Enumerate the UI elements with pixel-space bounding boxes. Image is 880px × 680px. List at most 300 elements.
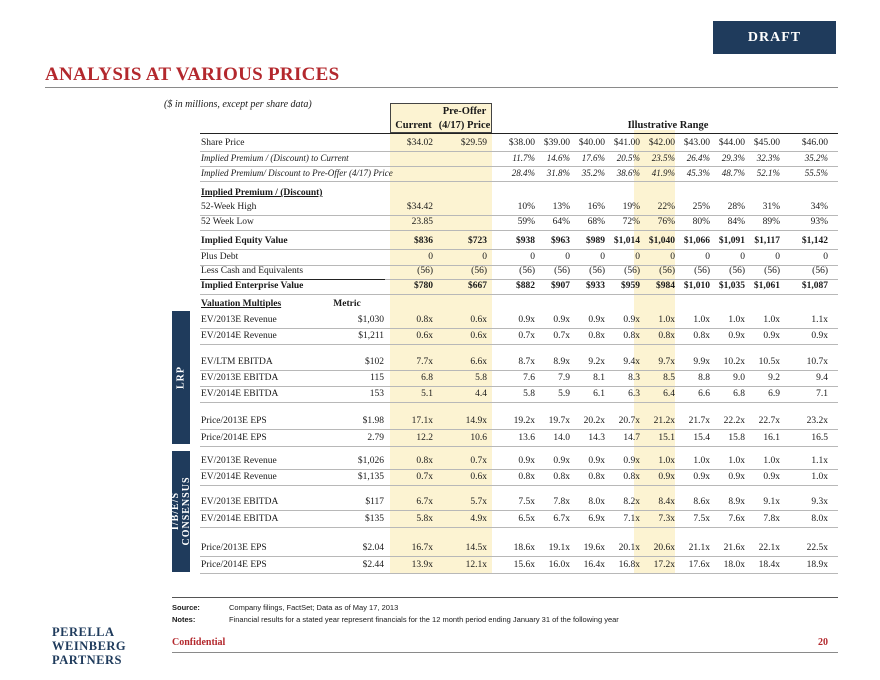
illustrative-value: 59% [517, 217, 535, 227]
illustrative-value: $933 [586, 281, 605, 291]
illustrative-value: 6.9x [588, 514, 605, 524]
illustrative-value: 80% [692, 217, 710, 227]
notes-label: Notes: [172, 615, 196, 624]
row-divider [200, 510, 838, 511]
illustrative-value: 48.7% [721, 168, 745, 178]
illustrative-value: 20.5% [616, 153, 640, 163]
notes-text: Financial results for a stated year represent financials for the 12 month period ending January 31 of the following year [229, 615, 619, 624]
preoffer-value: 0.6x [470, 472, 487, 482]
current-value: 0.8x [416, 315, 433, 325]
illustrative-value: 5.8 [523, 389, 535, 399]
illustrative-value: 16.8x [618, 560, 640, 570]
illustrative-value: 64% [552, 217, 570, 227]
illustrative-value: 7.5x [693, 514, 710, 524]
logo-line-3: PARTNERS [52, 653, 123, 667]
illustrative-value: 0 [823, 252, 828, 262]
illustrative-value: 22.5x [806, 543, 828, 553]
consensus-label-text: I/B/E/S CONSENSUS [170, 476, 192, 546]
row-label: EV/2014E Revenue [201, 472, 277, 482]
illustrative-value: 23.5% [651, 153, 675, 163]
illustrative-value: 18.6x [513, 543, 535, 553]
row-label: Plus Debt [201, 252, 239, 262]
illustrative-value: 0.9x [518, 315, 535, 325]
illustrative-value: 22% [657, 202, 675, 212]
illustrative-value: 6.8 [733, 389, 745, 399]
illustrative-value: 8.3 [628, 373, 640, 383]
illustrative-value: $1,142 [801, 236, 828, 246]
illustrative-value: 21.7x [688, 416, 710, 426]
illustrative-value: 16.1 [763, 433, 780, 443]
lrp-group-band [172, 311, 190, 444]
row-label: EV/2013E EBITDA [201, 497, 279, 507]
preoffer-value: 6.6x [470, 357, 487, 367]
illustrative-value: 28% [727, 202, 745, 212]
current-value: 6.8 [421, 373, 433, 383]
illustrative-value: 0.9x [763, 331, 780, 341]
illustrative-value: $40.00 [578, 138, 605, 148]
illustrative-value: $984 [656, 281, 675, 291]
row-label: EV/LTM EBITDA [201, 357, 273, 367]
illustrative-value: 14.3 [588, 433, 605, 443]
illustrative-value: $1,091 [718, 236, 745, 246]
preoffer-value: $667 [468, 281, 487, 291]
illustrative-value: $1,061 [753, 281, 780, 291]
illustrative-value: 9.2 [768, 373, 780, 383]
illustrative-value: 1.1x [811, 456, 828, 466]
illustrative-value: 0.8x [588, 472, 605, 482]
row-label: EV/2013E Revenue [201, 315, 277, 325]
row-label: EV/2014E EBITDA [201, 514, 279, 524]
footer-divider [172, 597, 838, 598]
illustrative-value: 20.6x [653, 543, 675, 553]
illustrative-value: 19.6x [583, 543, 605, 553]
illustrative-value: 7.6 [523, 373, 535, 383]
preoffer-value: 5.8 [475, 373, 487, 383]
illustrative-value: $882 [516, 281, 535, 291]
row-label: Price/2013E EPS [201, 543, 267, 553]
row-label: Implied Equity Value [201, 236, 288, 246]
illustrative-value: 0 [705, 252, 710, 262]
draft-badge: DRAFT [713, 21, 836, 54]
illustrative-value: 0.8x [518, 472, 535, 482]
illustrative-value: 19.1x [548, 543, 570, 553]
preoffer-value: 4.4 [475, 389, 487, 399]
illustrative-value: 26.4% [686, 153, 710, 163]
illustrative-value: 15.1 [658, 433, 675, 443]
illustrative-value: 0.9x [588, 456, 605, 466]
metric-value: $1,211 [358, 331, 384, 341]
illustrative-value: $38.00 [508, 138, 535, 148]
row-label: Implied Premium/ Discount to Pre-Offer (4/17) Price [201, 168, 393, 178]
preoffer-header-line2: (4/17) Price [438, 120, 491, 131]
current-value: 16.7x [411, 543, 433, 553]
preoffer-value: 5.7x [470, 497, 487, 507]
metric-value: $2.44 [362, 560, 384, 570]
illustrative-value: 9.0 [733, 373, 745, 383]
metric-value: 115 [370, 373, 384, 383]
current-value: 5.8x [416, 514, 433, 524]
current-value: $34.02 [406, 138, 433, 148]
current-value: 23.85 [411, 217, 433, 227]
illustrative-value: 1.0x [658, 456, 675, 466]
illustrative-value: 0.9x [728, 331, 745, 341]
current-value: 6.7x [416, 497, 433, 507]
row-divider [200, 344, 838, 345]
row-label: EV/2013E EBITDA [201, 373, 279, 383]
illustrative-value: 20.2x [583, 416, 605, 426]
preoffer-header-line1: Pre-Offer [442, 106, 487, 117]
row-divider [200, 181, 838, 182]
preoffer-value: 10.6 [470, 433, 487, 443]
current-value: (56) [417, 266, 433, 276]
illustrative-value: 0.8x [693, 331, 710, 341]
illustrative-value: 1.0x [811, 472, 828, 482]
illustrative-value: 20.1x [618, 543, 640, 553]
row-label: Implied Premium / (Discount) to Current [201, 153, 349, 163]
current-header: Current [395, 120, 432, 131]
current-value: $836 [414, 236, 433, 246]
illustrative-value: 10.5x [758, 357, 780, 367]
illustrative-value: 6.1 [593, 389, 605, 399]
row-label: Less Cash and Equivalents [201, 266, 304, 276]
illustrative-value: 7.3x [658, 514, 675, 524]
illustrative-value: 14.0 [553, 433, 570, 443]
illustrative-value: 76% [657, 217, 675, 227]
preoffer-value: 4.9x [470, 514, 487, 524]
illustrative-value: 16.5 [811, 433, 828, 443]
illustrative-value: $963 [551, 236, 570, 246]
metric-value: $1.98 [362, 416, 384, 426]
illustrative-value: $39.00 [543, 138, 570, 148]
row-label: Price/2014E EPS [201, 560, 267, 570]
illustrative-value: 23.2x [806, 416, 828, 426]
illustrative-value: (56) [764, 266, 780, 276]
illustrative-value: 32.3% [756, 153, 780, 163]
current-value: 12.2 [416, 433, 433, 443]
illustrative-value: $45.00 [753, 138, 780, 148]
illustrative-value: $1,035 [718, 281, 745, 291]
preoffer-value: $29.59 [460, 138, 487, 148]
illustrative-value: 0.9x [811, 331, 828, 341]
illustrative-value: 8.7x [518, 357, 535, 367]
metric-value: $1,135 [357, 472, 384, 482]
illustrative-value: 1.0x [693, 315, 710, 325]
illustrative-value: 45.3% [686, 168, 710, 178]
metric-value: $102 [365, 357, 384, 367]
preoffer-value: 0.7x [470, 456, 487, 466]
illustrative-value: 17.6x [688, 560, 710, 570]
illustrative-value: 0 [775, 252, 780, 262]
preoffer-value: 12.1x [465, 560, 487, 570]
illustrative-value: 14.7 [623, 433, 640, 443]
row-label: EV/2014E EBITDA [201, 389, 279, 399]
illustrative-value: 0.9x [658, 472, 675, 482]
illustrative-value: 0.7x [553, 331, 570, 341]
row-divider [200, 215, 838, 216]
row-label: Share Price [201, 138, 245, 148]
illustrative-value: (56) [589, 266, 605, 276]
illustrative-value: 9.1x [763, 497, 780, 507]
illustrative-value: 84% [727, 217, 745, 227]
illustrative-value: 41.9% [651, 168, 675, 178]
illustrative-value: 0 [740, 252, 745, 262]
illustrative-value: 8.6x [693, 497, 710, 507]
illustrative-value: 18.0x [723, 560, 745, 570]
header-underline [200, 133, 838, 134]
current-value: $34.42 [406, 202, 433, 212]
illustrative-value: $907 [551, 281, 570, 291]
illustrative-value: 0.9x [553, 456, 570, 466]
illustrative-value: 21.2x [653, 416, 675, 426]
illustrative-value: 55.5% [804, 168, 828, 178]
illustrative-value: 7.8x [763, 514, 780, 524]
illustrative-value: 31.8% [546, 168, 570, 178]
illustrative-value: $1,040 [648, 236, 675, 246]
illustrative-value: (56) [659, 266, 675, 276]
source-note [172, 603, 399, 612]
illustrative-value: 22.2x [723, 416, 745, 426]
row-divider [200, 469, 838, 470]
page-title: ANALYSIS AT VARIOUS PRICES [45, 64, 340, 85]
illustrative-value: 72% [622, 217, 640, 227]
illustrative-value: 0.9x [623, 315, 640, 325]
illustrative-value: 0 [530, 252, 535, 262]
illustrative-value: 9.7x [658, 357, 675, 367]
illustrative-value: 0.9x [623, 456, 640, 466]
illustrative-value: (56) [519, 266, 535, 276]
illustrative-value: 35.2% [581, 168, 605, 178]
illustrative-value: $42.00 [648, 138, 675, 148]
illustrative-value: 28.4% [511, 168, 535, 178]
illustrative-value: 18.9x [806, 560, 828, 570]
illustrative-value: 0.8x [658, 331, 675, 341]
illustrative-value: $1,014 [613, 236, 640, 246]
row-divider [200, 151, 838, 152]
illustrative-value: 15.4 [693, 433, 710, 443]
illustrative-value: 0.9x [728, 472, 745, 482]
illustrative-value: 18.4x [758, 560, 780, 570]
metric-value: $1,030 [357, 315, 384, 325]
row-divider [200, 294, 838, 295]
lrp-group-label: LRP [175, 366, 187, 389]
row-divider [200, 328, 838, 329]
preoffer-value: 0.6x [470, 331, 487, 341]
illustrative-value: 93% [810, 217, 828, 227]
row-label: EV/2013E Revenue [201, 456, 277, 466]
current-value: 0 [428, 252, 433, 262]
units-note: ($ in millions, except per share data) [164, 99, 312, 110]
row-label: Price/2013E EPS [201, 416, 267, 426]
page-number: 20 [818, 637, 828, 648]
row-label: Implied Premium / (Discount) [201, 188, 323, 198]
illustrative-value: (56) [624, 266, 640, 276]
illustrative-value: 68% [587, 217, 605, 227]
illustrative-value: (56) [812, 266, 828, 276]
illustrative-value: 19.2x [513, 416, 535, 426]
illustrative-value: 7.8x [553, 497, 570, 507]
illustrative-value: 0.9x [553, 315, 570, 325]
row-divider [200, 429, 838, 430]
illustrative-value: $1,010 [683, 281, 710, 291]
illustrative-value: 6.3 [628, 389, 640, 399]
row-divider [200, 446, 838, 447]
illustrative-value: $1,087 [801, 281, 828, 291]
row-label: Implied Enterprise Value [201, 281, 304, 291]
illustrative-value: 89% [762, 217, 780, 227]
illustrative-value: 7.6x [728, 514, 745, 524]
illustrative-value: $1,066 [683, 236, 710, 246]
illustrative-value: 1.0x [763, 456, 780, 466]
illustrative-value: 17.2x [653, 560, 675, 570]
illustrative-value: 8.9x [728, 497, 745, 507]
illustrative-value: $989 [586, 236, 605, 246]
illustrative-value: 14.6% [546, 153, 570, 163]
illustrative-value: 29.3% [721, 153, 745, 163]
section-rule [200, 279, 385, 280]
illustrative-value: 0.9x [693, 472, 710, 482]
bottom-divider [172, 652, 838, 653]
illustrative-value: 6.4 [663, 389, 675, 399]
illustrative-value: 0.9x [588, 315, 605, 325]
illustrative-value: 17.6% [581, 153, 605, 163]
illustrative-value: 13% [552, 202, 570, 212]
row-divider [200, 230, 838, 231]
illustrative-value: 8.1 [593, 373, 605, 383]
illustrative-value: 0 [565, 252, 570, 262]
illustrative-value: 8.0x [811, 514, 828, 524]
preoffer-value: 0.6x [470, 315, 487, 325]
current-value: 0.8x [416, 456, 433, 466]
illustrative-value: 7.5x [518, 497, 535, 507]
row-divider [200, 249, 838, 250]
row-divider [200, 556, 838, 557]
illustrative-value: 22.7x [758, 416, 780, 426]
illustrative-value: 21.1x [688, 543, 710, 553]
illustrative-value: 1.0x [728, 456, 745, 466]
confidential-label: Confidential [172, 637, 226, 648]
illustrative-value: 0 [670, 252, 675, 262]
consensus-group-band [172, 451, 190, 572]
current-value: 5.1 [421, 389, 433, 399]
illustrative-value: 0.8x [623, 331, 640, 341]
illustrative-value: 8.2x [623, 497, 640, 507]
illustrative-value: 21.6x [723, 543, 745, 553]
illustrative-value: (56) [554, 266, 570, 276]
company-logo [52, 625, 126, 667]
title-divider [45, 87, 838, 88]
illustrative-value: 25% [692, 202, 710, 212]
illustrative-value: 38.6% [616, 168, 640, 178]
illustrative-value: $43.00 [683, 138, 710, 148]
row-divider [200, 485, 838, 486]
notes-note [172, 615, 619, 624]
illustrative-value: (56) [729, 266, 745, 276]
source-label: Source: [172, 603, 200, 612]
metric-value: $2.04 [362, 543, 384, 553]
illustrative-value: 11.7% [512, 153, 535, 163]
illustrative-value: 6.7x [553, 514, 570, 524]
row-label: 52 Week Low [201, 217, 254, 227]
row-label: EV/2014E Revenue [201, 331, 277, 341]
illustrative-value: 16% [587, 202, 605, 212]
illustrative-value: 15.6x [513, 560, 535, 570]
illustrative-value: 31% [762, 202, 780, 212]
illustrative-value: 9.4 [816, 373, 828, 383]
illustrative-value: $1,117 [754, 236, 780, 246]
illustrative-value: 20.7x [618, 416, 640, 426]
illustrative-value: $44.00 [718, 138, 745, 148]
metric-value: $117 [365, 497, 384, 507]
illustrative-value: $46.00 [801, 138, 828, 148]
metric-value: $1,026 [357, 456, 384, 466]
illustrative-value: 8.4x [658, 497, 675, 507]
illustrative-value: 1.0x [728, 315, 745, 325]
illustrative-value: 16.4x [583, 560, 605, 570]
row-divider [200, 370, 838, 371]
metric-value: 2.79 [367, 433, 384, 443]
preoffer-value: 14.5x [465, 543, 487, 553]
illustrative-value: 19.7x [548, 416, 570, 426]
current-value: 13.9x [411, 560, 433, 570]
illustrative-value: 9.9x [693, 357, 710, 367]
illustrative-value: 52.1% [756, 168, 780, 178]
illustrative-value: 8.0x [588, 497, 605, 507]
logo-line-1: PERELLA [52, 625, 115, 639]
illustrative-value: 6.5x [518, 514, 535, 524]
metric-value: 153 [369, 389, 384, 399]
illustrative-value: 7.9 [558, 373, 570, 383]
illustrative-value: 9.4x [623, 357, 640, 367]
illustrative-value: 0 [635, 252, 640, 262]
row-divider [200, 527, 838, 528]
illustrative-value: 6.6 [698, 389, 710, 399]
illustrative-value: 0.7x [518, 331, 535, 341]
metric-value: $135 [365, 514, 384, 524]
illustrative-value: 1.0x [693, 456, 710, 466]
illustrative-value: 15.8 [728, 433, 745, 443]
metric-header: Metric [333, 299, 361, 309]
illustrative-value: 10.7x [806, 357, 828, 367]
illustrative-value: 6.9 [768, 389, 780, 399]
illustrative-value: 8.9x [553, 357, 570, 367]
illustrative-value: $959 [621, 281, 640, 291]
illustrative-value: 9.3x [811, 497, 828, 507]
row-label: Price/2014E EPS [201, 433, 267, 443]
source-text: Company filings, FactSet; Data as of May 17, 2013 [229, 603, 399, 612]
preoffer-value: 14.9x [465, 416, 487, 426]
current-value: 0.7x [416, 472, 433, 482]
illustrative-value: 13.6 [518, 433, 535, 443]
illustrative-value: 0 [600, 252, 605, 262]
illustrative-value: $41.00 [613, 138, 640, 148]
illustrative-value: 8.8 [698, 373, 710, 383]
illustrative-value: 1.1x [811, 315, 828, 325]
preoffer-value: (56) [471, 266, 487, 276]
illustrative-value: 34% [810, 202, 828, 212]
illustrative-value: $938 [516, 236, 535, 246]
current-value: 0.6x [416, 331, 433, 341]
consensus-group-label [170, 446, 192, 576]
illustrative-value: 0.9x [518, 456, 535, 466]
illustrative-value: 22.1x [758, 543, 780, 553]
illustrative-value: 7.1x [623, 514, 640, 524]
illustrative-value: 10.2x [723, 357, 745, 367]
row-label: Valuation Multiples [201, 299, 282, 309]
row-label: 52-Week High [201, 202, 257, 212]
illustrative-value: 0.9x [763, 472, 780, 482]
illustrative-value: 10% [517, 202, 535, 212]
preoffer-value: $723 [468, 236, 487, 246]
